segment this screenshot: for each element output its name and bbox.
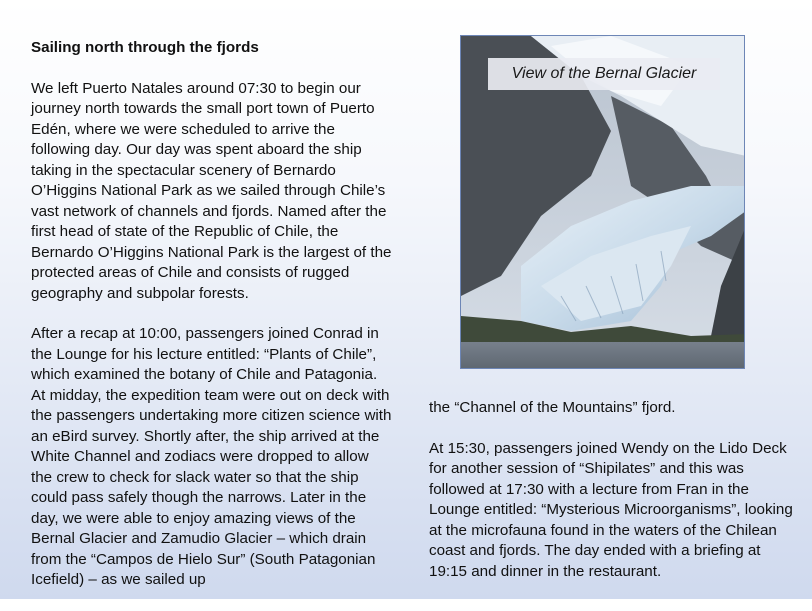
left-paragraph-2: After a recap at 10:00, passengers joined Conrad in the Lounge for his lecture entitled: “Plants of Chile”, which examined the botany of Chile and Patagonia. At midday, the expedition team were out on deck with the passengers undertaking more citizen science with an eBird survey. Shortly after, the ship arrived at the White Channel and zodiacs were dropped to allow the crew to check for slack water so that the ship could pass safely though the narrows. Later in the day, we were able to enjoy amazing views of the Bernal Glacier and Zamudio Glacier – which drain from the “Campos de Hielo Sur” (South Patagonian Icefield) – as we sailed up <box>31 325 392 588</box>
article-heading: Sailing north through the fjords <box>31 39 259 56</box>
right-column <box>429 398 799 602</box>
photo-caption: View of the Bernal Glacier <box>488 58 720 90</box>
right-paragraph-2: At 15:30, passengers joined Wendy on the Lido Deck for another session of “Shipilates” and this was followed at 17:30 with a lecture from Fran in the Lounge entitled: “Mysterious Microorganisms”, looking at the microfauna found in the waters of the Chilean coast and fjords. The day ended with a briefing at 19:15 and dinner in the restaurant. <box>429 439 793 580</box>
left-column <box>31 38 393 611</box>
right-paragraph-1: the “Channel of the Mountains” fjord. <box>429 399 676 416</box>
left-paragraph-1: We left Puerto Natales around 07:30 to begin our journey north towards the small port town of Puerto Edén, where we were scheduled to arrive the following day. Our day was spent aboard the ship taking in the spectacular scenery of Bernardo O’Higgins National Park as we sailed through Chile’s vast network of channels and fjords. Named after the first head of state of the Republic of Chile, the Bernardo O’Higgins National Park is the largest of the protected areas of Chile and consists of rugged geography and subpolar forests. <box>31 79 392 302</box>
